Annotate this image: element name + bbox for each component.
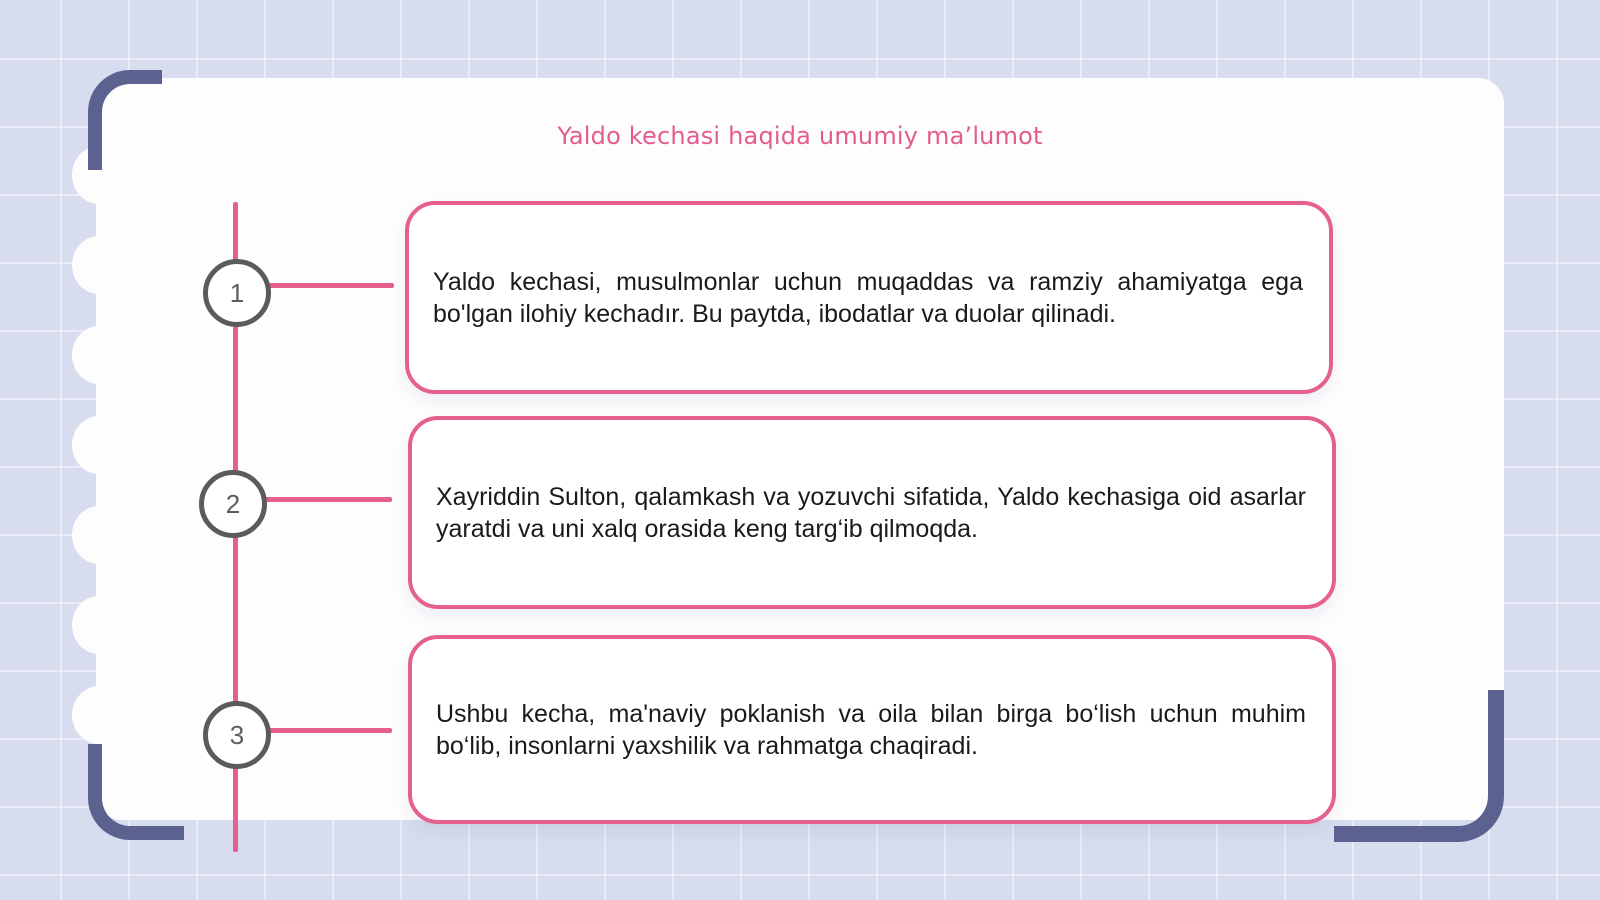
info-card-text: Yaldo kechasi, musulmonlar uchun muqaddas va ramziy ahamiyatga ega bo'lgan ilohiy kechadır. Bu paytda, ibodatlar va duolar qilinadi. [433, 267, 1303, 328]
slide-title: Yaldo kechasi haqida umumiy ma’lumot [557, 122, 1043, 150]
timeline-connector-1 [266, 283, 394, 288]
corner-bracket-bottom-right [1334, 690, 1504, 842]
timeline-connector-2 [262, 497, 392, 502]
info-card-2 [408, 416, 1336, 609]
timeline-connector-3 [266, 728, 392, 733]
info-card-text: Xayriddin Sulton, qalamkash va yozuvchi sifatida, Yaldo kechasiga oid asarlar yaratdi va uni xalq orasida keng targ‘ib qilmoqda. [436, 482, 1306, 543]
paper-notch [72, 596, 126, 654]
corner-bracket-bottom-left [88, 744, 184, 840]
paper-notch [72, 416, 126, 474]
info-card-3 [408, 635, 1336, 824]
paper-notch [72, 236, 126, 294]
step-number-3: 3 [203, 701, 271, 769]
corner-bracket-top-left [88, 70, 162, 170]
info-card-1 [405, 201, 1333, 394]
step-number-2: 2 [199, 470, 267, 538]
paper-notch [72, 686, 126, 744]
paper-notch [72, 326, 126, 384]
info-card-text: Ushbu kecha, ma'naviy poklanish va oila bilan birga bo‘lish uchun muhim bo‘lib, insonlarni yaxshilik va rahmatga chaqiradi. [436, 699, 1306, 760]
step-number-1: 1 [203, 259, 271, 327]
paper-notch [72, 506, 126, 564]
